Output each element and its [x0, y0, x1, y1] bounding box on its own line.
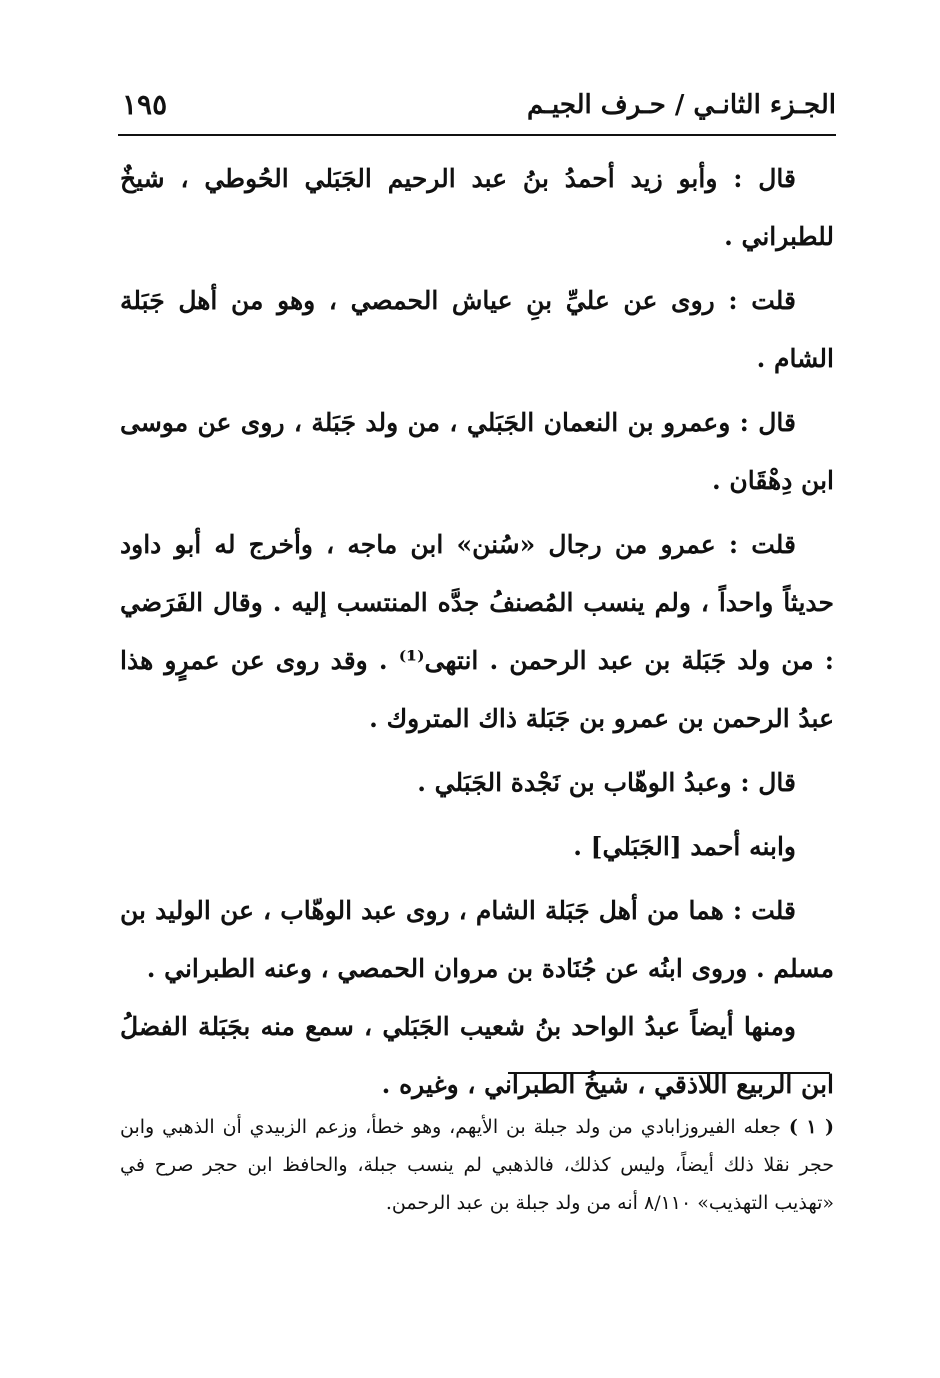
- paragraph-4: قلت : عمرو من رجال «سُنن» ابن ماجه ، وأخرج له أبو داود حديثاً واحداً ، ولم ينسب المُصنفُ جدَّه المنتسب إليه . وقال الفَرَضي : من ولد جَبَلة بن عبد الرحمن . انتهى⁽¹⁾ . وقد روى عن عمرٍو هذا عبدُ الرحمن بن عمرو بن جَبَلة ذاك المتروك .: [120, 530, 834, 733]
- footnote-text: جعله الفيروزابادي من ولد جبلة بن الأيهم، وهو خطأ، وزعم الزبيدي أن الذهبي وابن حجر نقلا ذلك أيضاً، وليس كذلك، فالذهبي لم ينسب جبلة، والحافظ ابن حجر صرح في «تهذيب التهذيب» ٨/١١٠ أنه من ولد جبلة بن عبد الرحمن.: [120, 1116, 834, 1214]
- page-header: [118, 82, 836, 126]
- main-text: [120, 150, 834, 1114]
- paragraph-1: قال : وأبو زيد أحمدُ بنُ عبد الرحيم الجَبَلي الحُوطي ، شيخٌ للطبراني .: [120, 164, 834, 251]
- footnote-marker: ( ١ ): [788, 1116, 834, 1138]
- paragraph-8: ومنها أيضاً عبدُ الواحد بنُ شعيب الجَبَلي ، سمع منه بجَبَلة الفضلُ ابن الربيع اللاذقي ، شيخُ الطبراني ، وغيره .: [120, 1012, 834, 1099]
- page-number: ١٩٥: [122, 88, 168, 121]
- paragraph-5: قال : وعبدُ الوهّاب بن نَجْدة الجَبَلي .: [417, 768, 796, 797]
- paragraph-7: قلت : هما من أهل جَبَلة الشام ، روى عبد الوهّاب ، عن الوليد بن مسلم . وروى ابنُه عن جُنَادة بن مروان الحمصي ، وعنه الطبراني .: [120, 896, 834, 983]
- paragraph-2: قلت : روى عن عليِّ بنِ عياش الحمصي ، وهو من أهل جَبَلة الشام .: [120, 286, 834, 373]
- running-head: الجـزء الثانـي / حـرف الجيـم: [527, 90, 836, 120]
- footnote-1: [120, 1108, 834, 1222]
- paragraph-6: وابنه أحمد [الجَبَلي] .: [573, 832, 796, 861]
- footnotes-section: [120, 1108, 834, 1222]
- footnote-divider: [508, 1072, 830, 1074]
- header-divider: [118, 134, 836, 136]
- paragraph-3: قال : وعمرو بن النعمان الجَبَلي ، من ولد جَبَلة ، روى عن موسى ابن دِهْقَان .: [120, 408, 834, 495]
